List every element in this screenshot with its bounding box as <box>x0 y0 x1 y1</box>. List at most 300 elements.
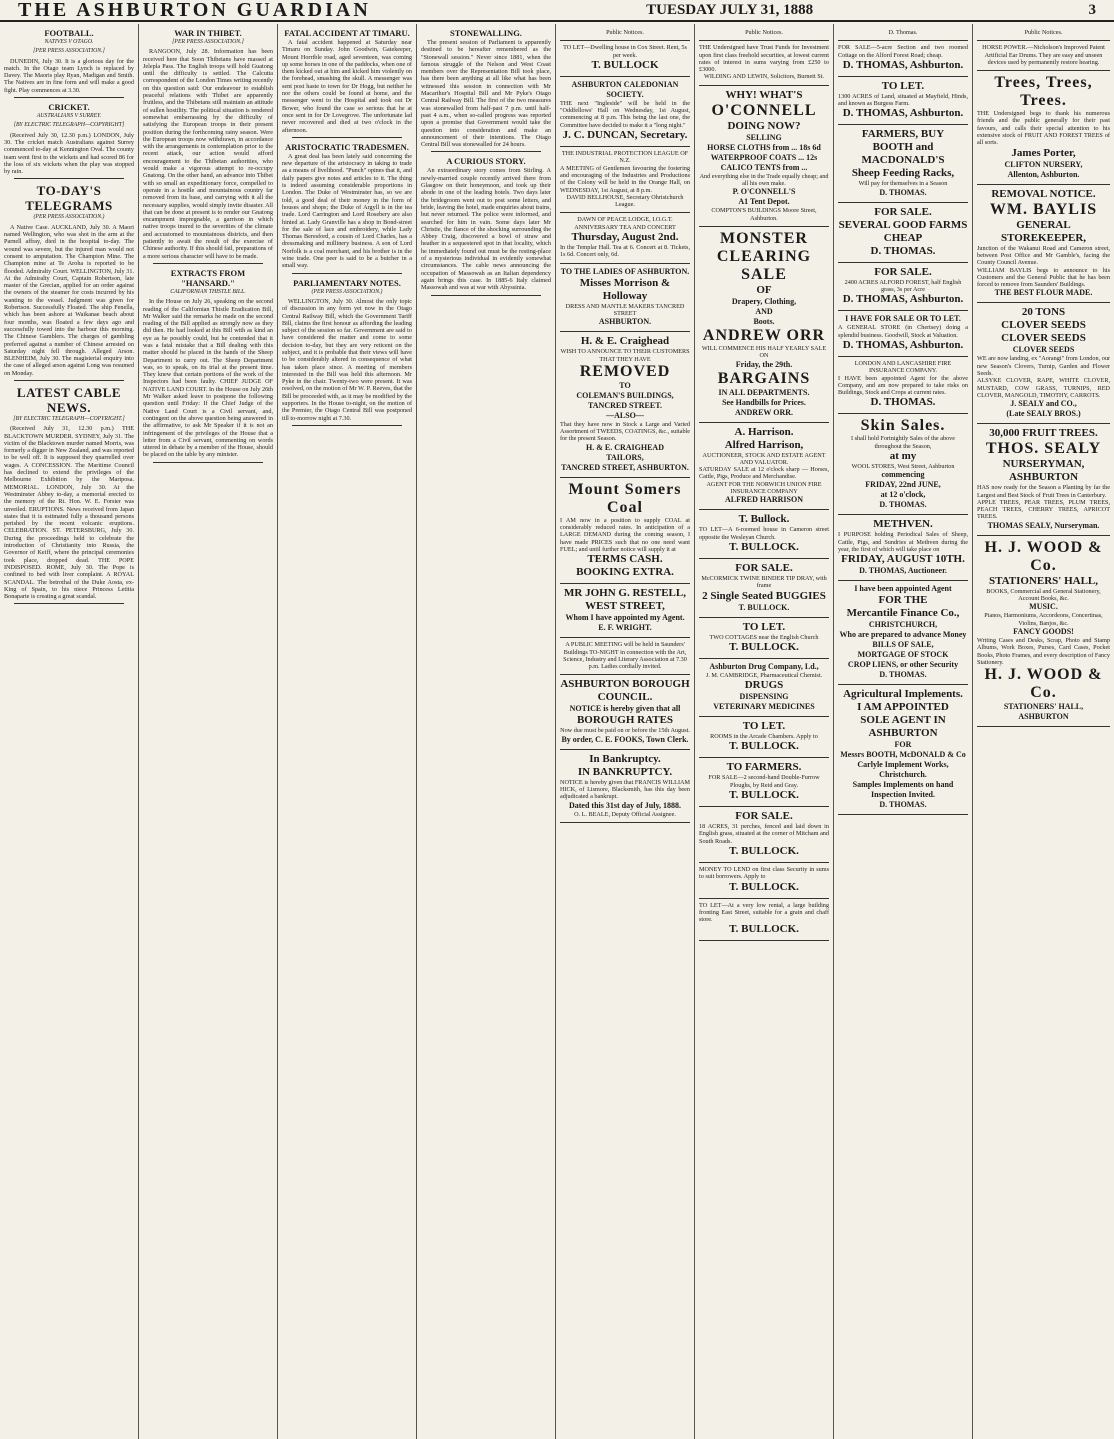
advertisement-line: NURSERYMAN, ASHBURTON <box>1002 458 1085 484</box>
advertisement-line: Friday, the 29th. <box>735 359 793 369</box>
advertisement-line: D. THOMAS, Ashburton. <box>842 293 964 306</box>
article <box>4 28 134 98</box>
article <box>282 278 412 426</box>
advertisement-line: METHVEN. <box>873 518 933 531</box>
advertisement-line: VETERINARY MEDICINES <box>713 702 815 712</box>
article-dateline: (PER PRESS ASSOCIATION.) <box>311 288 383 295</box>
newspaper-title: THE ASHBURTON GUARDIAN <box>18 0 371 21</box>
advertisement-line: Junction of the Wakanui Road and Cameron street, between Post Office and Mr Gamble's, facing the County Council Avenue. <box>977 244 1110 267</box>
advertisement <box>560 478 690 584</box>
advertisement-line: T. BULLOCK. <box>729 740 799 753</box>
article-body: A fatal accident happened at Saturday near Timaru on Sunday. John Goodwin, Gatekeeper, Mount Horrible road, aged seventeen, was coming up some horses in one of the paddocks, when one of them kicked out at him and kicked him violently on the forehead, smashing the skull. A messenger was sent post haste to town for Dr Hogg, but neither he nor the others could be found at home, and the messenger went to the Hospital and took out Dr Bower, who found the case so serious that he at once sent in for Dr Lovegrove. The unfortunate lad never recovered and died at two o'clock in the afternoon. <box>282 39 412 134</box>
article-divider <box>14 178 124 179</box>
advertisement-line: —ALSO— <box>606 410 644 420</box>
advertisement-line: Sheep Feeding Racks, <box>851 167 955 180</box>
article <box>421 156 551 295</box>
advertisement-line: FARMERS, BUY <box>861 128 945 141</box>
advertisement <box>699 423 829 511</box>
advertisement-line: D. THOMAS, Ashburton. <box>842 107 964 120</box>
advertisement-line: T. Bullock. <box>738 513 790 526</box>
advertisement-line: D. THOMAS. <box>879 670 927 680</box>
advertisement-line: SOLE AGENT IN ASHBURTON <box>860 714 946 740</box>
advertisement-line: T. BULLOCK <box>591 58 659 71</box>
advertisement-line: And everything else in the Trade equally cheap; and all his own make. <box>699 172 829 188</box>
article-heading: PARLIAMENTARY NOTES. <box>293 277 401 288</box>
advertisement-line: THOMAS SEALY, Nurseryman. <box>987 520 1100 530</box>
advertisement-line: CALICO TENTS from ... <box>720 162 808 172</box>
advertisement <box>699 510 829 559</box>
article <box>4 385 134 604</box>
advertisement <box>699 717 829 758</box>
advertisement-line: T. BULLOCK. <box>729 923 799 936</box>
advertisement-line: THE Undersigned have Trust Funds for Investment upon first class freehold securities, at lowest current rates of interest in sums varying from £250 to £3000. <box>699 44 829 74</box>
advertisement <box>699 758 829 807</box>
article-divider <box>431 151 541 152</box>
advertisement-line: I PURPOSE holding Periodical Sales of Sheep, Cattle, Pigs, and Sundries at Methven during the year, the first of which will take place on <box>838 531 968 553</box>
advertisement-line: 2400 ACRES ALFORD FOREST, half English grass, 3s per Acre <box>844 278 962 294</box>
advertisement-line: SELLING <box>746 132 782 142</box>
advertisement <box>560 332 690 477</box>
advertisement-line: Agricultural Implements. <box>843 688 963 701</box>
advertisement-line: Mount Somers Coal <box>568 480 682 516</box>
article-heading: FOOTBALL. <box>44 28 94 38</box>
advertisement-line: Ashburton Drug Company, Ld., <box>709 661 819 671</box>
article-body: (Received July 30, 12.30 p.m.) LONDON, July 30. The cricket match Australians against Surrey commenced to-day at Kennington Oval. The county team went first to the wickets and had scored 86 for the loss of six wickets when the play was stopped by rain. <box>4 131 134 176</box>
advertisement-line: REMOVAL NOTICE. <box>991 187 1096 200</box>
advertisement-line: WE are now landing, ex "Aorangi" from London, our new Season's Clovers, Turnip, Garden and Flower Seeds. <box>977 355 1110 378</box>
advertisement-line: D. THOMAS. <box>870 396 936 409</box>
advertisement-line: WILL COMMENCE HIS HALF YEARLY SALE ON <box>701 344 827 360</box>
advertisement-line: BILLS OF SALE, <box>872 640 934 650</box>
advertisement-line: WM. BAYLIS <box>989 200 1098 218</box>
advertisement-line: See Handbills for Prices. <box>722 397 806 407</box>
advertisement-line: ASHBURTON CALEDONIAN SOCIETY. <box>571 79 679 99</box>
advertisement-line: TAILORS, <box>606 452 644 462</box>
advertisement-line: WISH TO ANNOUNCE TO THEIR CUSTOMERS THAT THEY HAVE <box>560 348 690 363</box>
advertisement-line: DRESS AND MANTLE MAKERS TANCRED STREET <box>565 302 685 317</box>
article <box>421 28 551 152</box>
advertisement-line: MONSTER <box>720 229 808 247</box>
advertisement-line: Skin Sales. <box>860 417 946 435</box>
advertisement <box>977 26 1110 41</box>
columns <box>0 24 1114 1439</box>
advertisement-line: COLEMAN'S BUILDINGS, <box>576 390 674 400</box>
article-divider <box>292 273 402 274</box>
advertisement-line: TO LET—A 6-roomed house in Cameron street opposite the Wesleyan Church. <box>699 526 829 541</box>
advertisement <box>699 659 829 717</box>
advertisement-line: T. BULLOCK. <box>729 540 799 553</box>
article <box>4 183 134 381</box>
article-body: (Received July 31, 12.30 p.m.) THE BLACKTOWN MURDER. SYDNEY, July 31. The victim of the Blacktown murder named Morris, was formerly a digger in New Zealand, and was reported to be well off. It is supposed they quarrelled over wages. A CONCESSION. The Maritime Council has declined to extend the privileges of the Melbourne Exhibition by the Mariposa. MEMORIAL. LONDON, July 30. At the Westminster Abbey to-day, a memorial erected to the memory of the Rt. Hon. W. E. Forster was unveiled. ERUPTIONS. News received from Japan states that it is estimated fully a thousand persons perished by the recent volcanic eruptions. CELEBRATION. ST. PETERSBURG, July 30. During the proceedings held to celebrate the introduction of Christianity into Russia, the Governor of Keiff, where the principal ceremonies took place, dropped dead. THE POPE INDISPOSED. ROME, July 30. The Pope is confined to bed with liver complaint. A ROYAL SCANDAL. The betrothal of the Duke Aosta, ex-King of Spain, to his niece Princess Letitia Bonaparte is creating a great scandal. <box>4 425 134 601</box>
advertisement-line: AGENT FOR THE NORWICH UNION FIRE INSURANCE COMPANY <box>706 480 822 496</box>
advertisement-line: NOTICE is hereby given that all <box>569 704 681 714</box>
advertisement-line: FOR THE <box>878 594 928 607</box>
advertisement-line: MONEY TO LEND on first class Security in sums to suit borrowers. Apply to <box>699 865 829 881</box>
advertisement-line: commencing <box>881 470 925 480</box>
advertisement-line: D. THOMAS, Ashburton. <box>842 338 964 351</box>
advertisement <box>560 584 690 638</box>
advertisement-line: LONDON AND LANCASHIRE FIRE INSURANCE COMPANY. <box>854 359 952 375</box>
advertisement-line: AND <box>755 306 773 316</box>
advertisement-line: WOOL STORES, West Street, Ashburton <box>851 463 955 471</box>
advertisement-line: Drapery, Clothing, <box>731 296 797 306</box>
advertisement-line: Alfred Harrison, <box>724 438 804 451</box>
advertisement-line: DAVID BELLHOUSE, Secretary Ohristchurch League. <box>566 193 684 209</box>
advertisement-line: In Bankruptcy. <box>589 752 661 765</box>
advertisement-line: TO LET—At a very low rental, a large building fronting East Street, suitable for a grain and chaff store. <box>699 901 829 924</box>
advertisement-line: D. THOMAS, Auctioneer. <box>859 566 947 576</box>
article-body: WELLINGTON, July 30. Almost the only topic of discussion in any form yet now in the Otago Central Railway Bill, which the Government Tariff Bill, claims the first honour as affording the leading subject of the session so far. Government are said to have considered the matter and come to some decision to-day, but they are very reticent on the subject, and it is probable that their views will have to be considerably altered in consequence of what has taken place since. A meeting of members interested in the Bill was held this afternoon. Mr Pyke in the chair. Twenty-two were present. It was resolved, on the motion of Mr W. P. Reeves, that the Bill be proceeded with, as it may be modified by the supporters. In the House to-night, on the motion of the Premier, the Otago Central Bill was postponed till to-morrow night at 7.30. <box>282 297 412 422</box>
advertisement-line: DOING NOW? <box>727 119 801 132</box>
advertisement-line: TANCRED STREET, ASHBURTON. <box>561 462 689 472</box>
advertisement-line: A PUBLIC MEETING will be held in Saunders' Buildings TO-NIGHT in connection with the Art, Science, Industry and Literary Association at 7.30 p.m. Ladies cordially invited. <box>563 641 687 671</box>
advertisement-line: IN BANKRUPTCY. <box>577 765 673 778</box>
article-divider <box>431 295 541 296</box>
advertisement-line: Dated this 31st day of July, 1888. <box>568 800 681 810</box>
advertisement-line: CLOVER SEEDS <box>1001 332 1086 345</box>
article-body: DUNEDIN, July 30. It is a glorious day for the match. In the Otago team Lynch is replaced by Davey. The Maoris play Ryan, Madigan and Smith. The Natives are in fine form and will make a good fight. Play commences at 3.30. <box>4 57 134 94</box>
article-heading: TO-DAY'S TELEGRAMS <box>25 183 113 214</box>
advertisement-line: ASHBURTON <box>1018 712 1069 722</box>
advertisement-line: T. BULLOCK. <box>729 640 799 653</box>
column-1 <box>0 24 139 1439</box>
advertisement-line: In the Templar Hall. Tea at 6. Concert at 8. Tickets, 1s 6d. Concert only, 6d. <box>560 244 690 259</box>
advertisement <box>560 675 690 749</box>
article-heading: EXTRACTS FROM "HANSARD." <box>170 267 246 288</box>
advertisement-line: ALSYKE CLOVER, RAPE, WHITE CLOVER, MUSTARD, COW GRASS, TURNIPS, RED CLOVER, MANGOLD, TIMOTHY, CARROTS. <box>977 377 1110 399</box>
advertisement-line: O'CONNELL <box>711 101 817 119</box>
advertisement-line: TO <box>619 380 631 390</box>
advertisement-line: DRUGS <box>744 679 784 692</box>
advertisement-line: SEVERAL GOOD FARMS CHEAP <box>838 218 968 244</box>
advertisement-line: H. & E. Craighead <box>580 335 670 348</box>
advertisement-line: D. THOMAS. <box>879 187 927 197</box>
advertisement-line: H. & E. CRAIGHEAD <box>585 442 664 452</box>
advertisement-line: T. BULLOCK. <box>729 844 799 857</box>
column-7 <box>834 24 973 1439</box>
article-divider <box>153 462 263 463</box>
advertisement-line: A GENERAL STORE (in Chertsey) doing a splendid business. Goodwill, Stock at Valuation. <box>838 324 968 339</box>
advertisement-line: D. THOMAS. <box>879 800 927 810</box>
advertisement <box>560 41 690 77</box>
advertisement <box>977 185 1110 304</box>
article <box>282 28 412 138</box>
advertisement-line: ANDREW ORR <box>702 326 826 344</box>
advertisement-line: FOR <box>894 740 912 750</box>
advertisement-line: P. O'CONNELL'S <box>732 187 796 197</box>
advertisement-line: D. THOMAS. <box>870 244 936 257</box>
advertisement <box>699 807 829 863</box>
advertisement <box>977 41 1110 71</box>
advertisement-line: BOROUGH RATES <box>576 714 674 727</box>
advertisement-line: WHY! WHAT'S <box>725 88 803 101</box>
advertisement-line: I have been appointed Agent <box>854 584 952 594</box>
advertisement-line: T. BULLOCK. <box>738 602 790 612</box>
advertisement-line: HORSE CLOTHS from ... 18s 6d <box>707 142 821 152</box>
advertisement-line: 20 TONS <box>1021 306 1066 319</box>
advertisement-line: CLOVER SEEDS <box>1012 345 1075 355</box>
advertisement-line: GENERAL STOREKEEPER, <box>1000 218 1087 244</box>
article-body: A great deal has been lately said concerning the new departure of the aristocracy in taking to trade as a means of livelihood. "Punch" opines that it, and daily papers give notes and articles to it. The thing is indeed assuming considerable proportions in London. The Duke of Westminster has, so we are told, a good deal of their money in the form of houses and shops; the Duke of Argyll is in the tea trade. Lord Carrington and Lord Rosebery are also hinted at. Lady Granville has a shop in Bond-street for the sale of lace and embroidery, while Lady Thomas Beresford, a cousin of Lord Charles, has a dressmaking and millinery business. A son of Lord Norfolk is a coal merchant, and his brother is in the wine trade. One peer is said to be a butcher in a small way. <box>282 152 412 270</box>
article-subheading: NATIVES V OTAGO. <box>44 39 94 45</box>
advertisement <box>838 203 968 263</box>
advertisement-line: CLOVER SEEDS <box>1001 319 1086 332</box>
advertisement <box>699 559 829 618</box>
advertisement-line: I HAVE been appointed Agent for the above Company, and am now prepared to take risks on Buildings, Stock and Crops at current rates. <box>838 374 968 397</box>
advertisement <box>699 41 829 85</box>
advertisement <box>977 424 1110 535</box>
advertisement-line: FOR SALE. <box>874 265 932 278</box>
advertisement-line: WILLIAM BAYLIS begs to announce to his Customers and the General Public that he has been forced to remove from Saunders' Buildings. <box>977 266 1110 289</box>
article-dateline: [PER PRESS ASSOCIATION.] <box>172 39 244 45</box>
advertisement-line: MORTGAGE OF STOCK <box>857 650 949 660</box>
advertisement-line: Messrs BOOTH, McDONALD & Co <box>840 750 966 760</box>
advertisement-line: ASHBURTON BOROUGH COUNCIL. <box>560 678 690 704</box>
advertisement-line: THE BEST FLOUR MADE. <box>994 288 1093 298</box>
advertisement-line: FOR SALE. <box>874 205 932 218</box>
advertisement <box>560 264 690 333</box>
advertisement-line: SATURDAY SALE at 12 o'clock sharp — Horses, Cattle, Pigs, Produce and Merchandise. <box>699 466 829 481</box>
advertisement-line: D. Thomas. <box>888 29 918 36</box>
advertisement <box>838 685 968 815</box>
article-divider <box>14 603 124 604</box>
article-heading: WAR IN THIBET. <box>174 28 242 38</box>
article-heading: ARISTOCRATIC TRADESMEN. <box>285 141 409 152</box>
advertisement-line: TO FARMERS. <box>726 761 802 774</box>
advertisement-line: Who are prepared to advance Money <box>839 630 967 640</box>
advertisement-line: A MEETING of Gentlemen favouring the fostering and encouraging of the Industries and Productions of the Colony will be held in the Orange Hall, on WEDNESDAY, 1st August, at 8 p.m. <box>560 164 690 194</box>
advertisement-line: J. SEALY and CO., <box>1010 399 1077 409</box>
article-body: RANGOON, July 28. Information has been received here that Soon Thibetans have massed at Jelepla Pass. The English troops will hold Guatong until the difficulty is settled. The Calcutta correspondent of the London Times writing recently on this question said: Our endeavour to establish peaceful relations with Thibet are apparently fruitless, and the Thibetans still maintain an attitude of sullen hostility. The political situation is rendered somewhat embarrassing by the difficulty of satisfying the European troops in their present position during the forthcoming rainy season. Were the European troops now withdrawn, in accordance with the arrangements in contemplation prior to the recent attack, our action would afford encouragement to the Thibetan authorities, who would make a vigorous attempt to re-occupy Gnatong. On the other hand, an advance into Thibet with so small an expeditionary force, compelled to operate in a hostile and mountainous country far removed from its base, and carrying with it all the necessary supplies, would simply invite disaster. All that can be done at present is to render our Gnatong encampment impregnable, a garrison in which native troops inured to the severities of the climate and accustomed to mountainous districts, and then patiently to await the result of the exercise of Chinese authority. If this should fail, preparations of a more serious character will have to be made. <box>143 48 273 260</box>
article-divider <box>153 263 263 264</box>
advertisement-line: HAS now ready for the Season a Planting by far the Largest and Best Stock of Fruit Trees in Canterbury. <box>977 484 1110 499</box>
advertisement-line: Samples Implements on hand <box>852 780 954 790</box>
advertisement <box>699 899 829 942</box>
article <box>143 28 273 264</box>
article-heading: STONEWALLING. <box>450 28 522 38</box>
article-dateline: [PER PRESS ASSOCIATION.] <box>33 48 105 55</box>
advertisement-line: ALFRED HARRISON <box>724 495 803 505</box>
advertisement-line: DISPENSING <box>739 692 789 702</box>
advertisement-line: Public Notices. <box>606 29 644 36</box>
article-body: An extraordinary story comes from Stirling. A newly-married couple recently arrived there from Glasgow on their honeymoon, and took up their abode in one of the leading hotels. Two days later the bridegroom went out to post some letters, and bride, leaving the hotel, made enquiries about trains, but never returned. The police were informed, and searched for him in vain. Some days later Mr Christie, the fiance of the shocking surrounding the Abbey Craig, discovered a bowl of straw and heather in a sequestered spot in that locality, which he immediately found out must be the resting-place of a mysterious individual in evidently somewhat circumstances. The cable news announcing the occupation of Massowah as an Italian dependency again brings this case. In 1885-6 Italy claimed Massowah and was at war with Abyssinia. <box>421 167 551 292</box>
article-dateline: [BY ELECTRIC TELEGRAPH—COPYRIGHT.] <box>13 415 125 422</box>
advertisement-line: Misses Morrison & Holloway <box>579 276 671 302</box>
article-heading: FATAL ACCIDENT AT TIMARU. <box>284 28 410 38</box>
advertisement-line: STATIONERS' HALL, <box>988 574 1098 587</box>
advertisement <box>838 581 968 685</box>
advertisement <box>560 26 690 41</box>
article <box>143 268 273 463</box>
advertisement <box>838 357 968 414</box>
advertisement-line: T. BULLOCK. <box>729 880 799 893</box>
advertisement-line: By order, C. E. FOOKS, Town Clerk. <box>561 734 689 744</box>
advertisement <box>560 638 690 675</box>
advertisement-line: Pianos, Harmoniums, Accordeons, Concertinas, Violins, Banjos, &c. <box>984 612 1103 627</box>
advertisement-line: D. THOMAS, Ashburton. <box>842 58 964 71</box>
advertisement-line: Christchurch. <box>879 770 927 780</box>
advertisement-line: Inspection Invited. <box>870 790 935 800</box>
article-body: The present session of Parliament is apparently destined to be hereafter remembered as the "Stonewall session." Never since 1881, when the famous struggle of the Nelson and West Coast members over the Representation Bill took place, has there been anything at all like what has been witnessed this session in connection with Mr Macarthur's Hospital Bill and Mr Pyke's Otago Central Railway Bill. The first of the two measures was stonewalled from half-past 7 p.m. until half-past 4 a.m., when so-called progress was reported upon a promise that Government would take the question into consideration and make an announcement of their intentions. The Otago Central Bill was stonewalled for 24 hours. <box>421 39 551 149</box>
advertisement-line: CLEARING SALE <box>716 247 812 283</box>
advertisement-line: MUSIC. <box>1029 602 1058 612</box>
advertisement-line: Thursday, August 2nd. <box>571 231 679 244</box>
advertisement-line: FRIDAY, AUGUST 10TH. <box>841 553 965 566</box>
article-body: In the House on July 26, speaking on the second reading of the Californian Thistle Eradication Bill, Mr Walker said the remarks he made on the second reading of the Bill applied as strongly now as they did then. He had looked at this Bill with as kind an eye as he possibly could, but he contended that it was a fatal mistake that a Bill dealing with this matter should be placed in the hands of the Sheep Department to carry out. The Sheep Department was, so to speak, on its trial at the present time. They knew that certain portions of the work of the Inspectors had been faulty. CHIEF JUDGE OF NATIVE LAND COURT. In the House on July 26th Mr Walker asked leave to postpone the following question until Friday: If the Chief Judge of the Native Land Court is a Civil servant, and, contingent on the above question being answered in the affirmative, to ask Mr Speaker if it is not an infringement of the privileges of the House that a letter from a Civil servant, commenting on words uttered in debate by a member of the House, should be placed on the table by any minister. <box>143 298 273 459</box>
advertisement-line: FOR SALE. <box>735 810 793 823</box>
advertisement-line: E. F. WRIGHT. <box>598 623 652 633</box>
advertisement-line: TO LET. <box>742 720 786 733</box>
advertisement-line: Now due must be paid on or before the 15th August. <box>560 727 690 735</box>
advertisement-line: J. M. CAMBRIDGE, Pharmaceutical Chemist. <box>705 671 823 679</box>
advertisement-line: D. THOMAS. <box>879 500 927 510</box>
advertisement <box>977 303 1110 424</box>
advertisement-line: WEST STREET, <box>585 600 665 613</box>
advertisement-line: REMOVED <box>579 362 671 380</box>
advertisement-line: A. Harrison. <box>734 425 794 438</box>
advertisement-line: 2 Single Seated BUGGIES <box>702 589 826 602</box>
advertisement-line: THE Undersigned begs to thank his numerous friends and the public generally for their past favours, and calls their special attention to his extensive stock of FRUIT AND FOREST TREES of all sorts. <box>977 110 1110 147</box>
advertisement-line: TWO COTTAGES near the English Church <box>709 633 819 641</box>
advertisement-line: 18 ACRES, 31 perches, fenced and laid down in English grass, situated at the corner of Mitcham and South Roads. <box>699 823 829 845</box>
page-number: 3 <box>1088 1 1096 18</box>
advertisement-line: McCORMICK TWINE BINDER TIP DRAY, with frame <box>701 574 827 590</box>
advertisement-line: 30,000 FRUIT TREES. <box>989 427 1098 440</box>
advertisement <box>838 311 968 357</box>
advertisement-line: THE INDUSTRIAL PROTECTION LEAGUE OF N.Z. <box>561 150 689 165</box>
column-3 <box>278 24 417 1439</box>
advertisement-line: 1300 ACRES of Land, situated at Mayfield, Hinds, and known as Burgess Farm. <box>838 92 968 108</box>
advertisement-line: Mercantile Finance Co., <box>846 607 960 620</box>
advertisement <box>838 414 968 515</box>
column-4 <box>417 24 556 1439</box>
advertisement-line: at 12 o'clock, <box>880 490 926 500</box>
article <box>282 142 412 274</box>
article-divider <box>292 137 402 138</box>
advertisement-line: NOTICE is hereby given that FRANCIS WILLIAM HICK, of Lismore, Blacksmith, has this day been adjudicated a bankrupt. <box>560 778 690 801</box>
advertisement-line: Boots. <box>753 316 775 326</box>
column-2 <box>139 24 278 1439</box>
advertisement <box>838 77 968 126</box>
advertisement-line: BARGAINS <box>717 369 811 387</box>
column-6 <box>695 24 834 1439</box>
advertisement-line: WATERPROOF COATS ... 12s <box>710 152 818 162</box>
issue-date: TUESDAY JULY 31, 1888 <box>646 1 814 18</box>
advertisement <box>977 536 1110 727</box>
advertisement-line: Whom I have appointed my Agent. <box>565 613 685 623</box>
advertisement-line: TERMS CASH. BOOKING EXTRA. <box>576 553 674 579</box>
advertisement-line: FOR SALE—5-acre Section and two roomed Cottage on the Alford Forest Road; cheap. <box>838 44 968 59</box>
masthead <box>0 0 1114 22</box>
advertisement-line: ANDREW ORR. <box>734 407 794 417</box>
advertisement-line: Allenton, Ashburton. <box>1007 169 1080 179</box>
advertisement-line: FRIDAY, 22nd JUNE, <box>865 480 941 490</box>
article <box>4 102 134 179</box>
article-divider <box>14 380 124 381</box>
advertisement <box>560 147 690 213</box>
advertisement-line: Writing Cases and Desks, Scrap, Photo and Stamp Albums, Work Boxes, Purses, Card Cases, Pocket Books, Photo Frames, and every description of Fancy Stationery. <box>977 636 1110 666</box>
advertisement-line: CLIFTON NURSERY, <box>1004 159 1083 169</box>
advertisement <box>838 515 968 581</box>
advertisement-line: TANCRED STREET. <box>588 400 662 410</box>
advertisement-line: IN ALL DEPARTMENTS. <box>718 387 810 397</box>
advertisement-line: J. C. DUNCAN, Secretary. <box>562 129 688 142</box>
advertisement-line: THE next "Ingleside" will be held in the "Oddfellows' Hall on Wednesday, 1st August, commencing at 8 p.m. This being the last one, the Committee have decided to make it a "long night." <box>560 99 690 129</box>
advertisement-line: AUCTIONEER, STOCK AND ESTATE AGENT AND VALUATOR. <box>702 451 826 466</box>
advertisement-line: Public Notices. <box>1024 29 1063 36</box>
article-dateline: [BY ELECTRIC TELEGRAPH—COPYRIGHT] <box>13 122 125 129</box>
advertisement-line: ROOMS in the Arcade Chambers. Apply to <box>710 733 818 741</box>
advertisement-line: COMPTON'S BUILDINGS Moore Street, Ashburton. <box>711 207 817 222</box>
advertisement <box>699 618 829 659</box>
advertisement <box>838 41 968 77</box>
advertisement-line: TO LET. <box>881 79 925 92</box>
advertisement-line: ASHBURTON. <box>598 317 652 327</box>
advertisement-line: CROP LIENS, or other Security <box>847 660 959 670</box>
advertisement-line: James Porter, <box>1011 146 1076 159</box>
advertisement-line: Carlyle Implement Works, <box>857 760 949 770</box>
article-heading: A CURIOUS STORY. <box>446 156 526 167</box>
advertisement-line: I AM now in a position to supply COAL at considerably reduced rates. In anticipation of a LARGE DEMAND during the coming season, I have made PRICES such that no one need want FUEL; and until further notice will supply it at <box>560 516 690 553</box>
advertisement-line: I HAVE FOR SALE OR TO LET. <box>845 314 961 324</box>
column-8 <box>973 24 1114 1439</box>
advertisement-line: WILDING AND LEWIN, Solicitors, Burnett St. <box>704 73 824 81</box>
advertisement-line: APPLE TREES, PEAR TREES, PLUM TREES, PEACH TREES, CHERRY TREES, APRICOT TREES. <box>977 498 1110 521</box>
advertisement-line: (Late SEALY BROS.) <box>1006 409 1081 419</box>
advertisement-line: H. J. WOOD & Co. <box>984 538 1103 574</box>
article-heading: CRICKET. <box>48 102 90 113</box>
advertisement-line: HORSE POWER.—Nicholson's Improved Patent Artificial Ear Drums. They are easy and unseen devices used by permanently restore hearing. <box>982 44 1105 66</box>
advertisement-line: BOOTH and MACDONALD'S <box>861 141 945 167</box>
article-subheading: CALIFORNIAN THISTLE BILL. <box>170 288 246 295</box>
advertisement-line: That they have now in Stock a Large and Varied Assortment of TWEEDS, COATINGS, &c., suitable for the present Season. <box>560 420 690 443</box>
advertisement <box>560 77 690 147</box>
advertisement-line: CHRISTCHURCH, <box>868 620 938 630</box>
advertisement-line: STATIONERS' HALL, <box>1003 702 1084 712</box>
advertisement-line: FOR SALE. <box>735 561 793 574</box>
advertisement-line: I AM APPOINTED <box>857 701 949 714</box>
advertisement <box>699 26 829 41</box>
advertisement-line: BOOKS, Commercial and General Stationery, Account Books, &c. <box>986 587 1101 603</box>
advertisement-line: A1 Tent Depot. <box>738 197 790 207</box>
advertisement <box>699 86 829 227</box>
advertisement-line: FANCY GOODS! <box>1013 626 1074 636</box>
advertisement <box>560 213 690 263</box>
advertisement <box>699 227 829 423</box>
advertisement-line: I shall hold Fortnightly Sales of the above throughout the Season, <box>851 435 955 450</box>
column-5 <box>556 24 695 1439</box>
article-divider <box>292 425 402 426</box>
article-heading: LATEST CABLE NEWS. <box>16 384 122 415</box>
advertisement-line: Trees, Trees, Trees. <box>994 74 1093 110</box>
advertisement-line: TO THE LADIES OF ASHBURTON. <box>560 266 690 276</box>
advertisement <box>838 26 968 41</box>
advertisement <box>699 863 829 899</box>
advertisement-line: Public Notices. <box>745 29 783 36</box>
advertisement-line: THOS. SEALY <box>985 440 1102 458</box>
advertisement-line: O. L. BEALE, Deputy Official Assignee. <box>574 810 676 818</box>
article-body: A Native Case. AUCKLAND, July 30. A Maori named Wellington, who was shot in the arm at the Parnell affray, died in the hospital to-day. The wound was severe, but the injured man would not consent to amputation. The Champion Mine. The Champion mine at Te Aroha is reported to be flooded. Admiralty Court. WELLINGTON, July 31. At the Admiralty Court, Captain Robertson, late master of the Grecian, applied for an order against the owners of the steamer for costs incurred by his wanting to the vessel. Judgment was given for Robertson. Successfully Floated. The ship Fenella, which has been ashore at Waikanae beach about four months, was floated a few days ago and successfully towed into the harbour this morning. The Chinese Gamblers. The charges of gambling preferred against a number of Chinese arrested on Saturday night fell through. Alleged Arson. BLENHEIM, July 30. The magisterial enquiry into the case of alleged arson against Long was resumed on Monday. <box>4 223 134 377</box>
advertisement-line: TO LET—Dwelling house in Cox Street. Rent, 5s per week. <box>563 44 687 59</box>
advertisement-line: T. BULLOCK. <box>729 789 799 802</box>
advertisement <box>977 71 1110 184</box>
advertisement-line: OF <box>756 283 772 296</box>
advertisement-line: H. J. WOOD & Co. <box>984 666 1103 702</box>
article-dateline: (PER PRESS ASSOCIATION.) <box>33 214 105 221</box>
article-subheading: AUSTRALIANS V SURREY. <box>36 113 102 120</box>
advertisement-line: Will pay for themselves in a Season <box>858 180 948 188</box>
advertisement-line: DAWN OF PEACE LODGE, I.O.G.T. ANNIVERSARY TEA AND CONCERT <box>574 216 676 231</box>
